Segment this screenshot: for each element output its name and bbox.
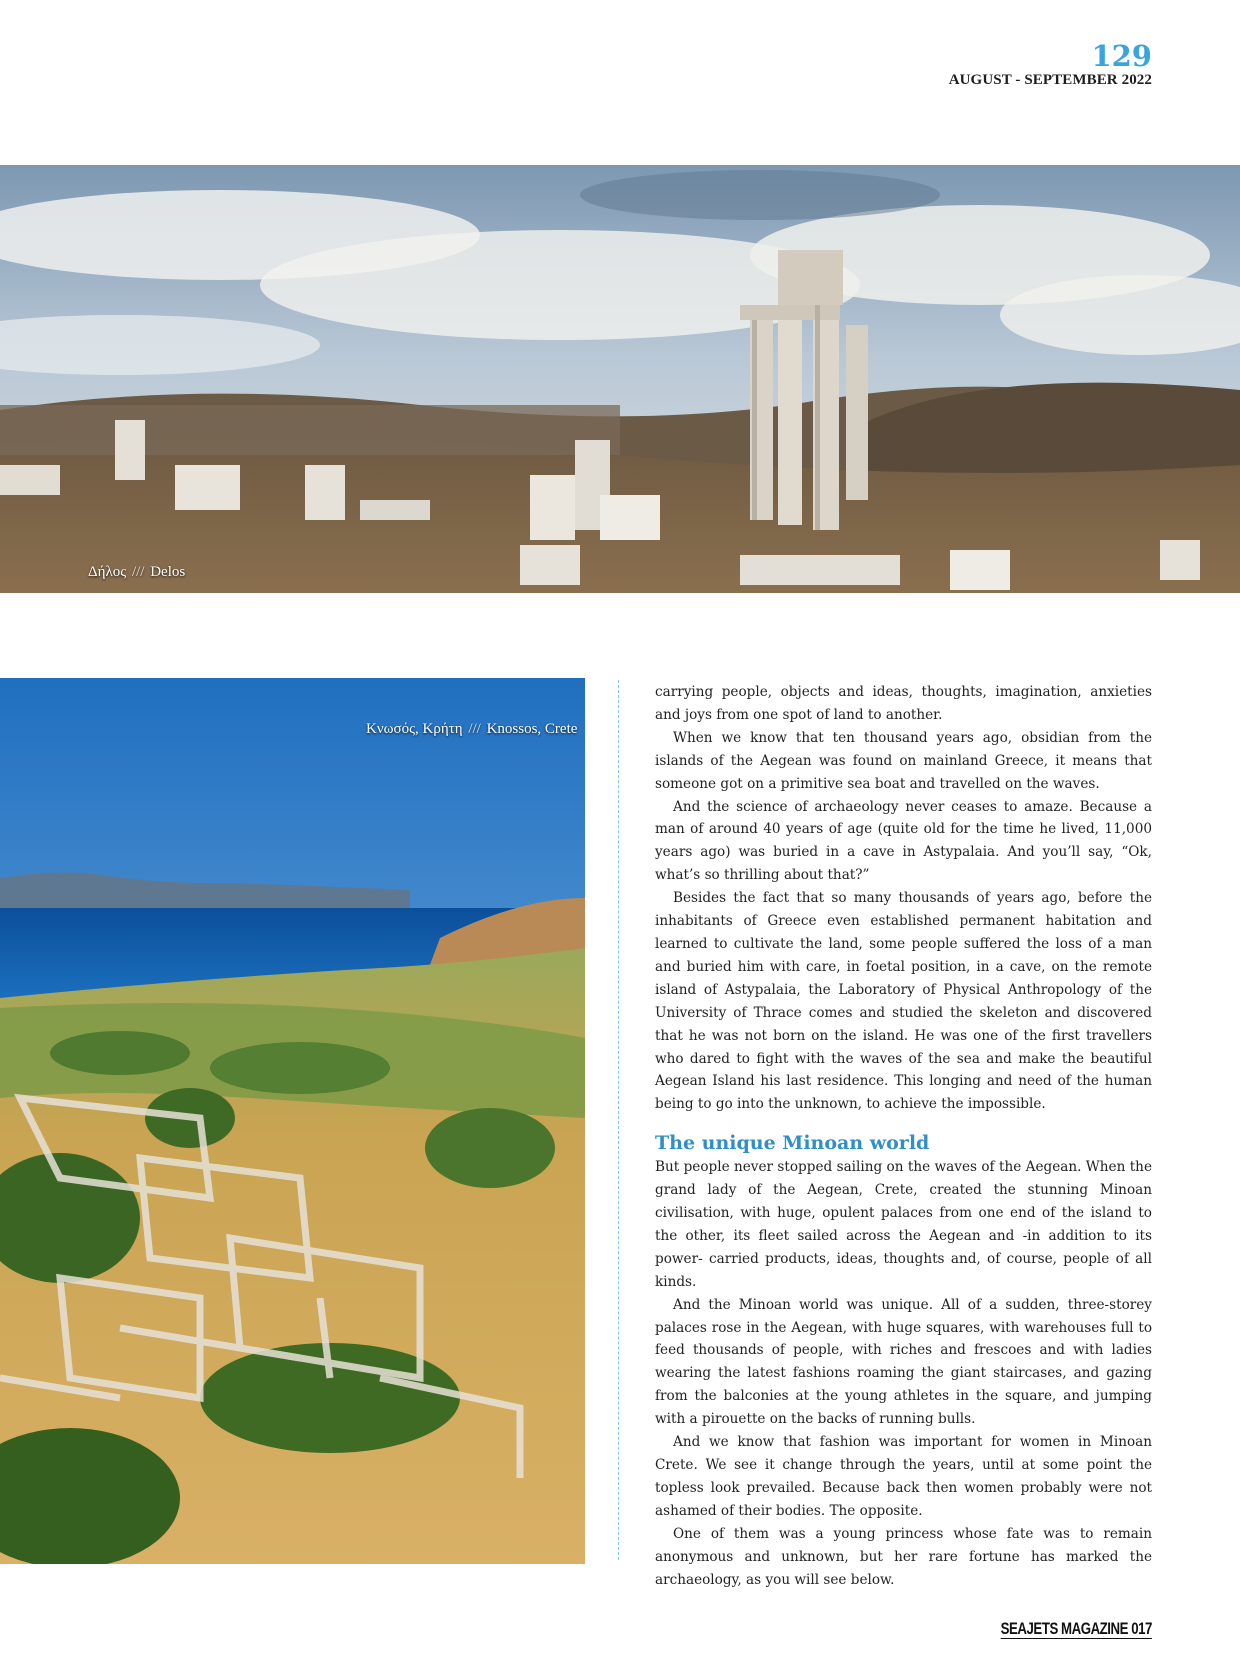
- article-paragraph: And the science of archaeology never ceases to amaze. Because a man of around 40 years of age (quite old for the time he lived, 11,000 years ago) was buried in a cave in Astypalaia. And you’ll say, “Ok, what’s so thrilling about that?”: [655, 798, 1152, 884]
- article-paragraph: Besides the fact that so many thousands of years ago, before the inhabitants of Greece even established permanent habitation and learned to cultivate the land, some people suffered the loss of a man and buried him with care, in foetal position, in a cave, on the remote island of Astypalaia, the Laboratory of Physical Anthropology of the University of Thrace comes and studied the skeleton and discovered that he was not born on the island. He was one of the first travellers who dared to fight with the waves of the sea and make the beautiful Aegean Island his last residence. This longing and need of the human being to go into the unknown, to achieve the impossible.: [655, 890, 1152, 1113]
- article-paragraph: And the Minoan world was unique. All of a sudden, three-storey palaces rose in the Aegean, with huge squares, with warehouses full to feed thousands of people, with riches and frescoes and with ladies wearing the latest fashions roaming the giant staircases, and gazing from the balconies at the young athletes in the square, and jumping with a pirouette on the backs of running bulls.: [655, 1296, 1152, 1428]
- knossos-caption: [366, 721, 577, 738]
- article-paragraph: And we know that fashion was important for women in Minoan Crete. We see it change through the years, until at some point the topless look prevailed. Because back then women probably were not ashamed of their bodies. The opposite.: [655, 1434, 1152, 1519]
- delos-photo: [0, 165, 1240, 593]
- delos-caption-greek: Δήλος: [88, 564, 127, 580]
- article-body: [655, 681, 1152, 1591]
- article-paragraph: One of them was a young princess whose fate was to remain anonymous and unknown, but her rare fortune has marked the archaeology, as you will see below.: [655, 1525, 1152, 1588]
- article-paragraph: When we know that ten thousand years ago, obsidian from the islands of the Aegean was found on mainland Greece, it means that someone got on a primitive sea boat and travelled on the waves.: [655, 729, 1152, 792]
- magazine-brand: SEAJETS MAGAZINE 017: [1000, 1619, 1152, 1638]
- caption-separator: ///: [131, 564, 145, 580]
- issue-date: AUGUST - SEPTEMBER 2022: [948, 72, 1152, 88]
- article-paragraph: But people never stopped sailing on the waves of the Aegean. When the grand lady of the Aegean, Crete, created the stunning Minoan civilisation, with huge, opulent palaces from one end of the island to the other, its fleet sailed across the Aegean and -in addition to its power- carried products, ideas, thoughts and, of course, people of all kinds.: [655, 1159, 1152, 1290]
- section-heading: The unique Minoan world: [655, 1132, 930, 1155]
- caption-separator: ///: [468, 721, 481, 737]
- knossos-caption-greek: Κνωσός, Κρήτη: [366, 721, 463, 737]
- knossos-photo: [0, 678, 585, 1564]
- delos-caption-english: Delos: [150, 564, 186, 580]
- knossos-caption-english: Knossos, Crete: [486, 721, 578, 737]
- delos-caption: [88, 564, 185, 581]
- issue-number: 129: [1091, 39, 1152, 73]
- article-paragraph: carrying people, objects and ideas, thoughts, imagination, anxieties and joys from one spot of land to another.: [655, 684, 1152, 723]
- column-divider: [618, 680, 619, 1560]
